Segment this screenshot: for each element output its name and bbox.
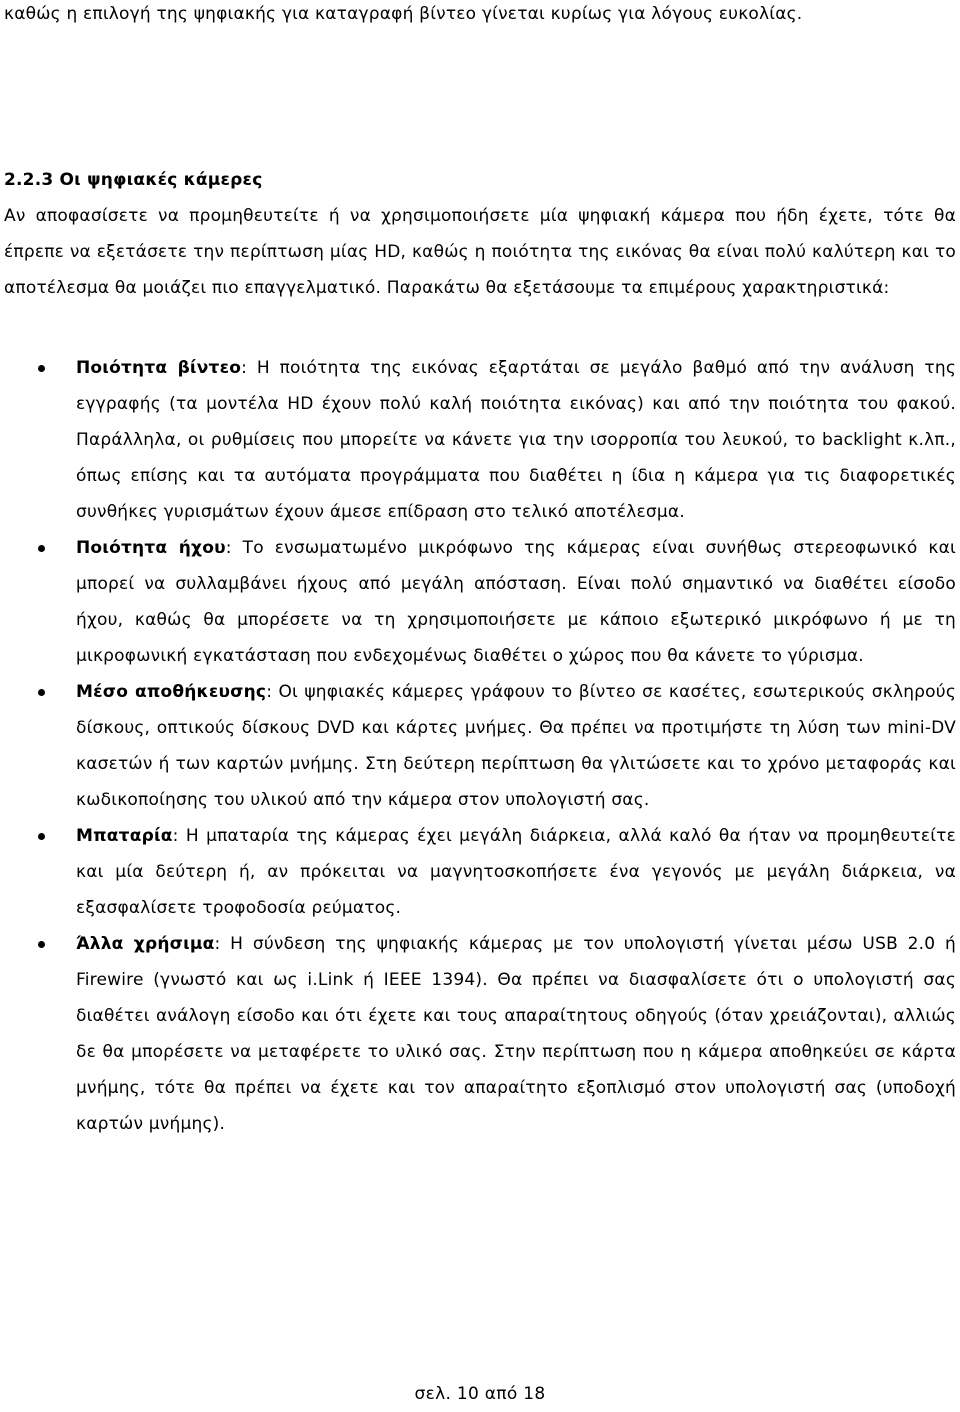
- list-item-audio-quality: [0, 530, 960, 674]
- section-heading: 2.2.3 Οι ψηφιακές κάμερες: [4, 170, 263, 190]
- feature-description: : Το ενσωματωμένο μικρόφωνο της κάμερας είναι συνήθως στερεοφωνικό και μπορεί να συλλαμβάνει ήχους από μεγάλη απόσταση. Είναι πολύ σημαντικό να διαθέτει είσοδο ήχου, καθώς θα μπορέσετε να τη χρησιμοποιήσετε με κάποιο εξωτερικό μικρόφωνο ή με τη μικροφωνική εγκατάσταση που ενδεχομένως διαθέτει ο χώρος που θα κάνετε το γύρισμα.: [76, 538, 956, 666]
- feature-term: Ποιότητα ήχου: [76, 538, 226, 558]
- feature-term: Άλλα χρήσιμα: [76, 934, 215, 954]
- features-list: [0, 350, 960, 1142]
- feature-term: Μέσο αποθήκευσης: [76, 682, 267, 702]
- intro-continuation-paragraph: καθώς η επιλογή της ψηφιακής για καταγραφή βίντεο γίνεται κυρίως για λόγους ευκολίας.: [4, 4, 803, 24]
- feature-term: Ποιότητα βίντεο: [76, 358, 242, 378]
- list-item-other-useful: [0, 926, 960, 1142]
- feature-description: : Οι ψηφιακές κάμερες γράφουν το βίντεο σε κασέτες, εσωτερικούς σκληρούς δίσκους, οπτικούς δίσκους DVD και κάρτες μνήμες. Θα πρέπει να προτιμήστε τη λύση των mini-DV κασετών ή των καρτών μνήμης. Στη δεύτερη περίπτωση θα γλιτώσετε και το χρόνο μεταφοράς και κωδικοποίησης του υλικού από την κάμερα στον υπολογιστή σας.: [76, 682, 956, 810]
- feature-description: : Η μπαταρία της κάμερας έχει μεγάλη διάρκεια, αλλά καλό θα ήταν να προμηθευτείτε και μία δεύτερη ή, αν πρόκειται να μαγνητοσκοπήσετε ένα γεγονός με μεγάλη διάρκεια, να εξασφαλίσετε τροφοδοσία ρεύματος.: [76, 826, 956, 918]
- feature-description: : Η ποιότητα της εικόνας εξαρτάται σε μεγάλο βαθμό από την ανάλυση της εγγραφής (τα μοντέλα HD έχουν πολύ καλή ποιότητα εικόνας) και από την ποιότητα του φακού. Παράλληλα, οι ρυθμίσεις που μπορείτε να κάνετε για την ισορροπία του λευκού, το backlight κ.λπ., όπως επίσης και τα αυτόματα προγράμματα που διαθέτει η ίδια η κάμερα για τις διαφορετικές συνθήκες γυρισμάτων έχουν άμεσε επίδραση στο τελικό αποτέλεσμα.: [76, 358, 956, 522]
- bullet-icon: [38, 833, 45, 840]
- bullet-icon: [38, 545, 45, 552]
- page-number-footer: σελ. 10 από 18: [414, 1384, 546, 1404]
- bullet-icon: [38, 689, 45, 696]
- feature-term: Μπαταρία: [76, 826, 173, 846]
- bullet-icon: [38, 365, 45, 372]
- bullet-icon: [38, 941, 45, 948]
- intro-paragraph: Αν αποφασίσετε να προμηθευτείτε ή να χρησιμοποιήσετε μία ψηφιακή κάμερα που ήδη έχετε, τότε θα έπρεπε να εξετάσετε την περίπτωση μίας HD, καθώς η ποιότητα της εικόνας θα είναι πολύ καλύτερη και το αποτέλεσμα θα μοιάζει πιο επαγγελματικό. Παρακάτω θα εξετάσουμε τα επιμέρους χαρακτηριστικά:: [4, 206, 956, 298]
- feature-description: : Η σύνδεση της ψηφιακής κάμερας με τον υπολογιστή γίνεται μέσω USB 2.0 ή Firewire (γνωστό και ως i.Link ή IEEE 1394). Θα πρέπει να διασφαλίσετε ότι ο υπολογιστή σας διαθέτει ανάλογη είσοδο και ότι έχετε και τους απαραίτητους οδηγούς (όταν χρειάζονται), αλλιώς δε θα μπορέσετε να μεταφέρετε το υλικό σας. Στην περίπτωση που η κάμερα αποθηκεύει σε κάρτα μνήμης, τότε θα πρέπει να έχετε και τον απαραίτητο εξοπλισμό στον υπολογιστή σας (υποδοχή καρτών μνήμης).: [76, 934, 957, 1134]
- list-item-battery: [0, 818, 960, 926]
- list-item-video-quality: [0, 350, 960, 530]
- list-item-storage-medium: [0, 674, 960, 818]
